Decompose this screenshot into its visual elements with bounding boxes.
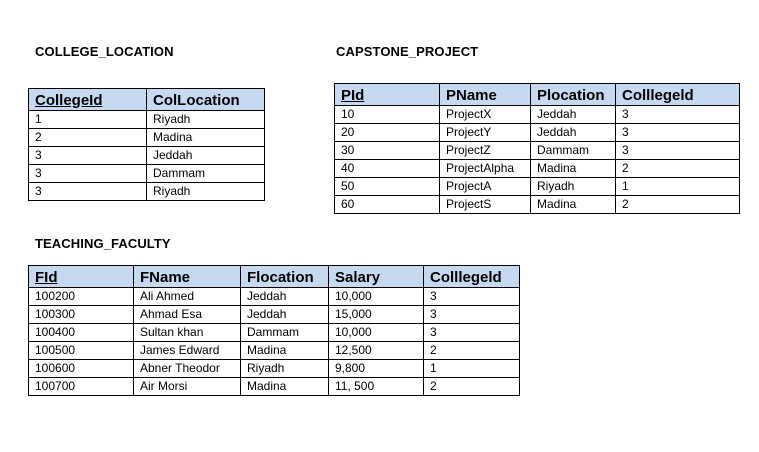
table-cell: 3 xyxy=(424,324,520,342)
table-cell: Ali Ahmed xyxy=(134,288,241,306)
table-cell: 10,000 xyxy=(329,288,424,306)
table-cell: 40 xyxy=(335,160,440,178)
table-cell: 9,800 xyxy=(329,360,424,378)
column-header: Colllegeld xyxy=(424,266,520,288)
table-row xyxy=(335,106,740,124)
table-cell: Jeddah xyxy=(241,288,329,306)
table-cell: Madina xyxy=(241,342,329,360)
table-header-row xyxy=(335,84,740,106)
table-row xyxy=(29,147,265,165)
table-row xyxy=(29,306,520,324)
table-row xyxy=(29,165,265,183)
table-cell: 3 xyxy=(29,183,147,201)
capstone-project-table xyxy=(334,83,740,214)
table-cell: Jeddah xyxy=(531,124,616,142)
table-cell: 1 xyxy=(616,178,740,196)
table-row xyxy=(335,178,740,196)
table-cell: Madina xyxy=(531,160,616,178)
table-cell: ProjectZ xyxy=(440,142,531,160)
table-cell: 11, 500 xyxy=(329,378,424,396)
table-cell: Dammam xyxy=(241,324,329,342)
column-header: PName xyxy=(440,84,531,106)
table-row xyxy=(29,288,520,306)
table-cell: 15,000 xyxy=(329,306,424,324)
table-cell: Abner Theodor xyxy=(134,360,241,378)
table-cell: 100200 xyxy=(29,288,134,306)
teaching-faculty-table xyxy=(28,265,520,396)
table-cell: ProjectY xyxy=(440,124,531,142)
table-cell: 100500 xyxy=(29,342,134,360)
table-row xyxy=(29,111,265,129)
table-cell: James Edward xyxy=(134,342,241,360)
table-cell: Jeddah xyxy=(147,147,265,165)
table-cell: 1 xyxy=(424,360,520,378)
table-cell: Riyadh xyxy=(241,360,329,378)
table-cell: 2 xyxy=(616,160,740,178)
table-cell: 3 xyxy=(616,124,740,142)
table-cell: 30 xyxy=(335,142,440,160)
column-header: FId xyxy=(29,266,134,288)
column-header: Plocation xyxy=(531,84,616,106)
table-cell: Ahmad Esa xyxy=(134,306,241,324)
column-header: Flocation xyxy=(241,266,329,288)
table-cell: 10 xyxy=(335,106,440,124)
table-cell: 20 xyxy=(335,124,440,142)
column-header: FName xyxy=(134,266,241,288)
table-cell: Jeddah xyxy=(241,306,329,324)
table-cell: 2 xyxy=(424,378,520,396)
table-cell: Riyadh xyxy=(147,111,265,129)
table-cell: 3 xyxy=(616,106,740,124)
college-location-table xyxy=(28,88,265,201)
table-cell: ProjectAlpha xyxy=(440,160,531,178)
table-cell: Jeddah xyxy=(531,106,616,124)
table-header-row xyxy=(29,89,265,111)
table-row xyxy=(29,360,520,378)
table-cell: 10,000 xyxy=(329,324,424,342)
column-header: Salary xyxy=(329,266,424,288)
table-cell: 1 xyxy=(29,111,147,129)
table-row xyxy=(335,196,740,214)
table-cell: Dammam xyxy=(531,142,616,160)
table-row xyxy=(29,378,520,396)
column-header: PId xyxy=(335,84,440,106)
table-cell: 50 xyxy=(335,178,440,196)
table-row xyxy=(29,183,265,201)
table-cell: 100700 xyxy=(29,378,134,396)
table-cell: 2 xyxy=(424,342,520,360)
table-cell: 3 xyxy=(424,288,520,306)
table-cell: ProjectX xyxy=(440,106,531,124)
table-cell: 100600 xyxy=(29,360,134,378)
table-row xyxy=(335,142,740,160)
table-row xyxy=(29,129,265,147)
column-header: CollegeId xyxy=(29,89,147,111)
table-cell: Sultan khan xyxy=(134,324,241,342)
table-cell: Riyadh xyxy=(147,183,265,201)
capstone-project-title: CAPSTONE_PROJECT xyxy=(336,44,479,59)
table-row xyxy=(335,160,740,178)
table-cell: 3 xyxy=(616,142,740,160)
table-cell: Madina xyxy=(531,196,616,214)
table-cell: Dammam xyxy=(147,165,265,183)
table-cell: Air Morsi xyxy=(134,378,241,396)
table-cell: Riyadh xyxy=(531,178,616,196)
table-cell: 3 xyxy=(29,165,147,183)
table-cell: ProjectA xyxy=(440,178,531,196)
table-cell: 3 xyxy=(424,306,520,324)
table-cell: ProjectS xyxy=(440,196,531,214)
table-cell: Madina xyxy=(147,129,265,147)
college-location-title: COLLEGE_LOCATION xyxy=(35,44,174,59)
column-header: ColLocation xyxy=(147,89,265,111)
table-cell: 12,500 xyxy=(329,342,424,360)
table-cell: 3 xyxy=(29,147,147,165)
table-cell: 100300 xyxy=(29,306,134,324)
table-row xyxy=(29,324,520,342)
teaching-faculty-title: TEACHING_FACULTY xyxy=(35,236,171,251)
table-cell: 60 xyxy=(335,196,440,214)
table-header-row xyxy=(29,266,520,288)
table-row xyxy=(335,124,740,142)
column-header: Colllegeld xyxy=(616,84,740,106)
table-cell: Madina xyxy=(241,378,329,396)
table-row xyxy=(29,342,520,360)
table-cell: 2 xyxy=(616,196,740,214)
table-cell: 2 xyxy=(29,129,147,147)
table-cell: 100400 xyxy=(29,324,134,342)
